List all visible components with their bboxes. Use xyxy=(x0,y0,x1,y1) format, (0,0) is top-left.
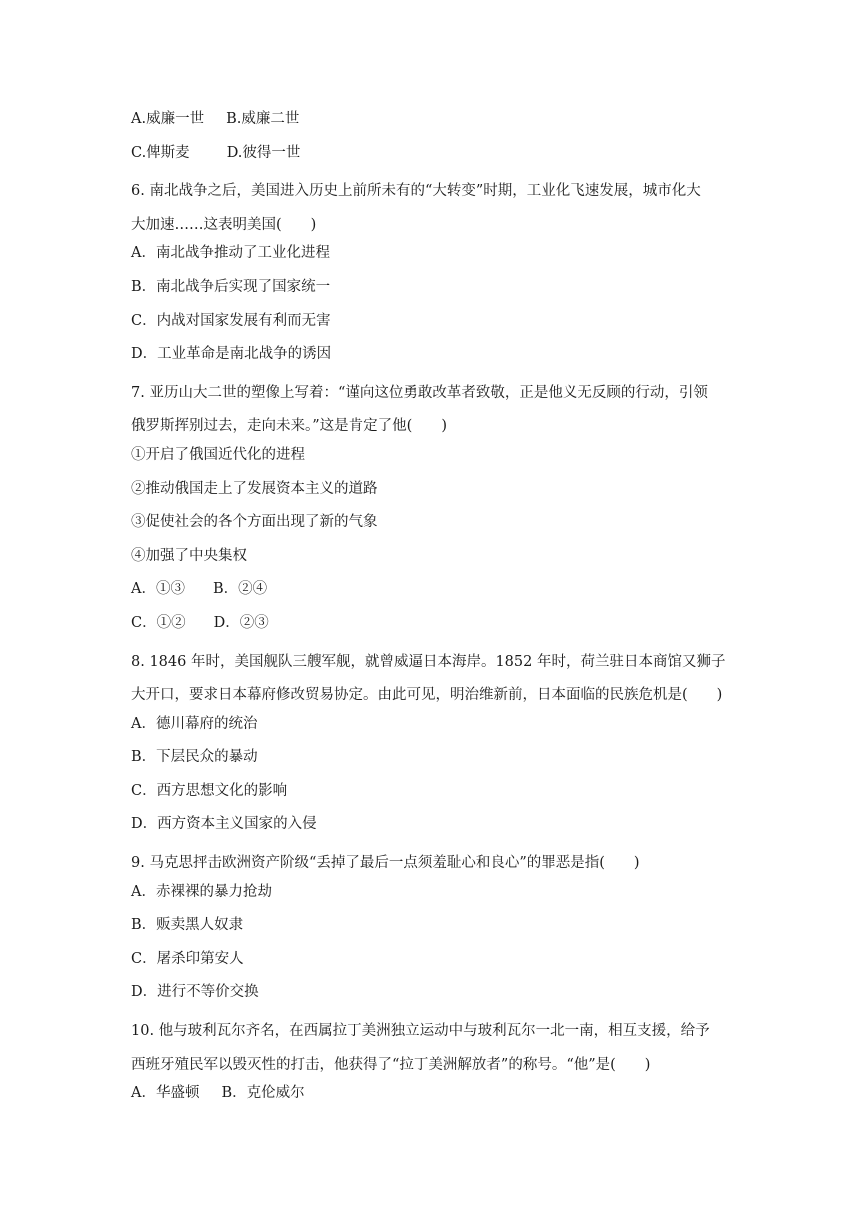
q7-option-c: C．①② xyxy=(131,614,186,631)
q7-option-b: B．②④ xyxy=(212,581,268,598)
q7-option-a: A．①③ xyxy=(131,581,185,598)
q8-stem-line-1: 8. 1846 年时，美国舰队三艘军舰，就曾威逼日本海岸。1852 年时，荷兰驻日本商馆又狮子 xyxy=(131,653,726,670)
q9-option-c: C．屠杀印第安人 xyxy=(131,950,244,967)
q7-option-d: D．②③ xyxy=(213,614,269,631)
q6-option-a: A．南北战争推动了工业化进程 xyxy=(131,245,330,262)
q7-stem xyxy=(131,377,731,444)
q5-option-d: D.彼得一世 xyxy=(226,144,301,161)
q6-stem xyxy=(131,175,731,242)
q10-option-b: B．克伦威尔 xyxy=(221,1085,305,1102)
q7-item-1: ①开启了俄国近代化的进程 xyxy=(131,446,305,463)
q5-options-row-1 xyxy=(131,108,731,130)
q10-options-row-1 xyxy=(131,1082,731,1104)
q10-stem xyxy=(131,1015,731,1082)
q7-stem-line-1: 7. 亚历山大二世的塑像上写着：“谨向这位勇敢改革者致敬，正是他义无反顾的行动，引领 xyxy=(131,384,708,401)
q5-option-b: B.威廉二世 xyxy=(226,111,300,127)
q8-stem-line-2: 大开口，要求日本幕府修改贸易协定。由此可见，明治维新前，日本面临的民族危机是( ) xyxy=(131,687,723,704)
q8-option-d: D．西方资本主义国家的入侵 xyxy=(131,816,317,833)
q10-option-a: A．华盛顿 xyxy=(131,1085,200,1102)
q9-option-b: B．贩卖黑人奴隶 xyxy=(131,917,244,934)
q9-option-d: D．进行不等价交换 xyxy=(131,984,259,1001)
q8-option-b: B．下层民众的暴动 xyxy=(131,749,258,766)
q6-option-b: B．南北战争后实现了国家统一 xyxy=(131,278,331,295)
q6-option-d: D．工业革命是南北战争的诱因 xyxy=(131,346,332,363)
q7-options-row-2 xyxy=(131,612,731,634)
q9-stem-line-1: 9. 马克思抨击欧洲资产阶级“丢掉了最后一点须羞耻心和良心”的罪恶是指( ) xyxy=(131,855,640,872)
q7-item-4: ④加强了中央集权 xyxy=(131,547,247,564)
q7-options-row-1 xyxy=(131,578,731,600)
q7-item-2: ②推动俄国走上了发展资本主义的道路 xyxy=(131,480,378,497)
q6-option-c: C．内战对国家发展有利而无害 xyxy=(131,312,331,329)
q8-stem xyxy=(131,646,731,713)
q7-stem-line-2: 俄罗斯挥别过去，走向未来。”这是肯定了他( ) xyxy=(131,418,447,435)
q6-stem-line-2: 大加速……这表明美国( ) xyxy=(131,216,317,233)
q7-item-3: ③促使社会的各个方面出现了新的气象 xyxy=(131,514,378,531)
q5-option-c: C.俾斯麦 xyxy=(131,144,190,161)
q5-options-row-2 xyxy=(131,142,731,164)
q8-option-a: A．德川幕府的统治 xyxy=(131,715,258,732)
q6-stem-line-1: 6. 南北战争之后，美国进入历史上前所未有的“大转变”时期，工业化飞速发展，城市化大 xyxy=(131,183,701,200)
q10-stem-line-2: 西班牙殖民军以毁灭性的打击，他获得了“拉丁美洲解放者”的称号。“他”是( ) xyxy=(131,1056,651,1073)
q5-option-a: A.威廉一世 xyxy=(131,111,205,127)
q9-option-a: A．赤裸裸的暴力抢劫 xyxy=(131,883,272,900)
q9-stem xyxy=(131,847,731,881)
q8-option-c: C．西方思想文化的影响 xyxy=(131,782,288,799)
q10-stem-line-1: 10. 他与玻利瓦尔齐名，在西属拉丁美洲独立运动中与玻利瓦尔一北一南，相互支援，给予 xyxy=(131,1023,710,1040)
exam-page xyxy=(131,108,731,1116)
